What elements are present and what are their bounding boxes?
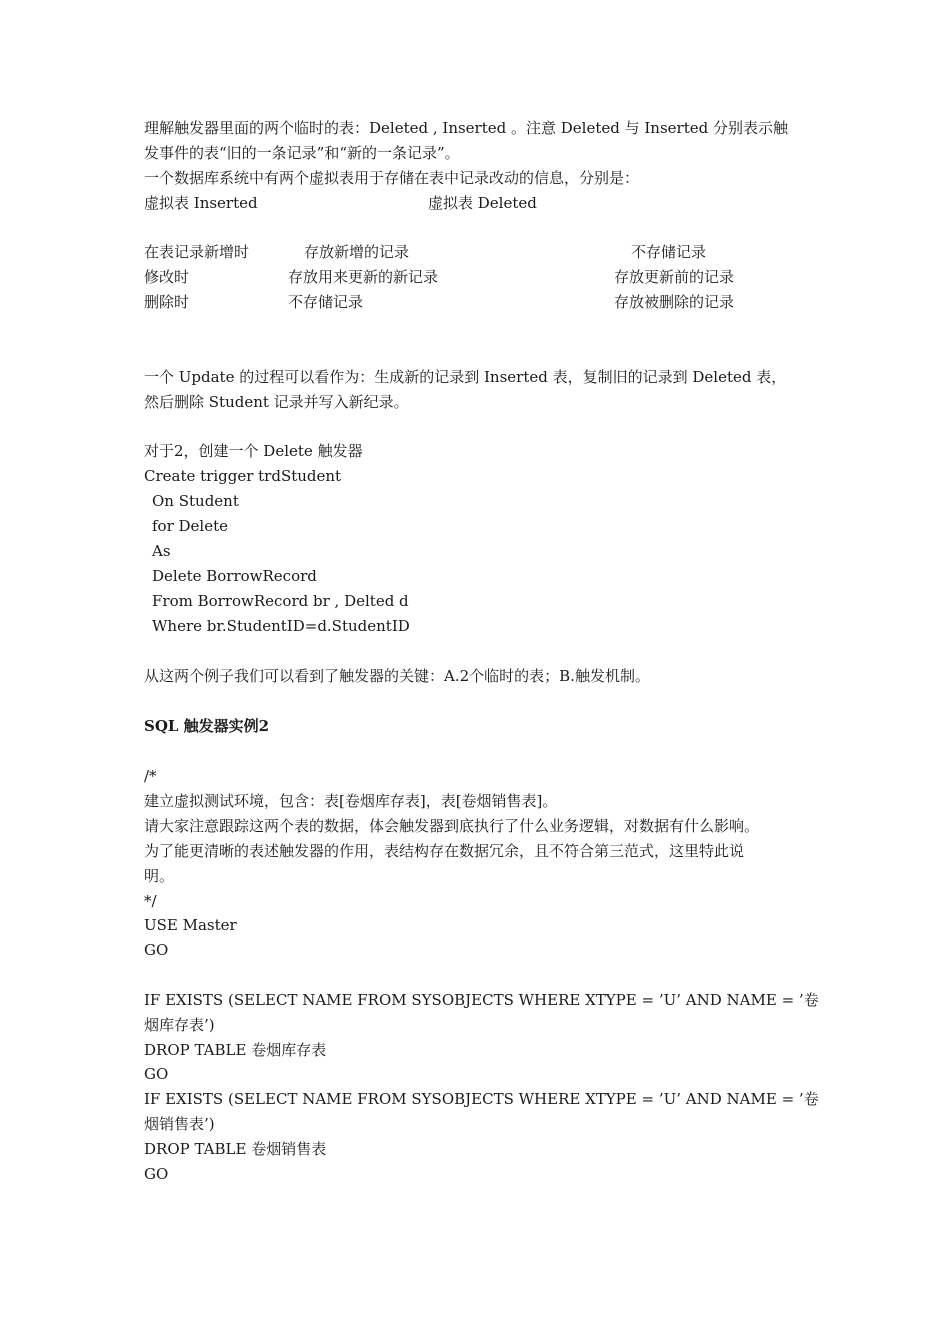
update-note-line-1: 一个 Update 的过程可以看作为：生成新的记录到 Inserted 表，复制旧的记录到 Deleted 表， — [144, 368, 787, 386]
row-op: 在表记录新增时 — [144, 243, 250, 261]
virtual-table-inserted: 虚拟表 Inserted — [144, 194, 258, 212]
code-line: 建立虚拟测试环境，包含：表[卷烟库存表]，表[卷烟销售表]。 — [144, 792, 558, 810]
code-line: IF EXISTS (SELECT NAME FROM SYSOBJECTS WHERE XTYPE = ’U’ AND NAME = ’卷 — [144, 1090, 819, 1108]
code-line: */ — [144, 892, 157, 910]
row-inserted: 存放新增的记录 — [304, 243, 410, 261]
row-inserted: 存放用来更新的新记录 — [288, 268, 439, 286]
code-line: Create trigger trdStudent — [144, 467, 342, 485]
code-line: As — [152, 542, 171, 560]
section-title: SQL 触发器实例2 — [144, 717, 270, 735]
row-op: 删除时 — [144, 293, 190, 311]
conclusion-text: 从这两个例子我们可以看到了触发器的关键：A.2个临时的表；B.触发机制。 — [144, 667, 650, 685]
update-note-line-2: 然后删除 Student 记录并写入新纪录。 — [144, 393, 409, 411]
row-inserted: 不存储记录 — [288, 293, 364, 311]
code-line: GO — [144, 1065, 169, 1083]
code-line: 烟销售表’) — [144, 1115, 215, 1133]
code-line: DROP TABLE 卷烟销售表 — [144, 1140, 327, 1158]
code-line: Where br.StudentID=d.StudentID — [152, 617, 410, 635]
code-line: for Delete — [152, 517, 229, 535]
code-line: GO — [144, 1165, 169, 1183]
row-deleted: 不存储记录 — [631, 243, 707, 261]
code-line: 请大家注意跟踪这两个表的数据，体会触发器到底执行了什么业务逻辑，对数据有什么影响。 — [144, 817, 760, 835]
row-deleted: 存放被删除的记录 — [614, 293, 735, 311]
row-op: 修改时 — [144, 268, 190, 286]
code-line: 烟库存表’) — [144, 1016, 215, 1034]
code-line: DROP TABLE 卷烟库存表 — [144, 1041, 327, 1059]
code-line: GO — [144, 941, 169, 959]
code-line: 为了能更清晰的表述触发器的作用，表结构存在数据冗余，且不符合第三范式，这里特此说 — [144, 842, 745, 860]
delete-trigger-heading: 对于2，创建一个 Delete 触发器 — [144, 442, 363, 460]
code-line: USE Master — [144, 916, 237, 934]
virtual-table-deleted: 虚拟表 Deleted — [428, 194, 537, 212]
intro-line-1: 理解触发器里面的两个临时的表：Deleted , Inserted 。注意 Deleted 与 Inserted 分别表示触 — [144, 119, 788, 137]
intro-line-3: 一个数据库系统中有两个虚拟表用于存储在表中记录改动的信息，分别是： — [144, 169, 640, 187]
intro-line-2: 发事件的表“旧的一条记录”和“新的一条记录”。 — [144, 144, 460, 162]
code-line: /* — [144, 767, 157, 785]
code-line: Delete BorrowRecord — [152, 567, 317, 585]
code-line: From BorrowRecord br , Delted d — [152, 592, 409, 610]
code-line: On Student — [152, 492, 239, 510]
code-line: 明。 — [144, 867, 175, 885]
row-deleted: 存放更新前的记录 — [614, 268, 735, 286]
code-line: IF EXISTS (SELECT NAME FROM SYSOBJECTS WHERE XTYPE = ’U’ AND NAME = ’卷 — [144, 991, 819, 1009]
